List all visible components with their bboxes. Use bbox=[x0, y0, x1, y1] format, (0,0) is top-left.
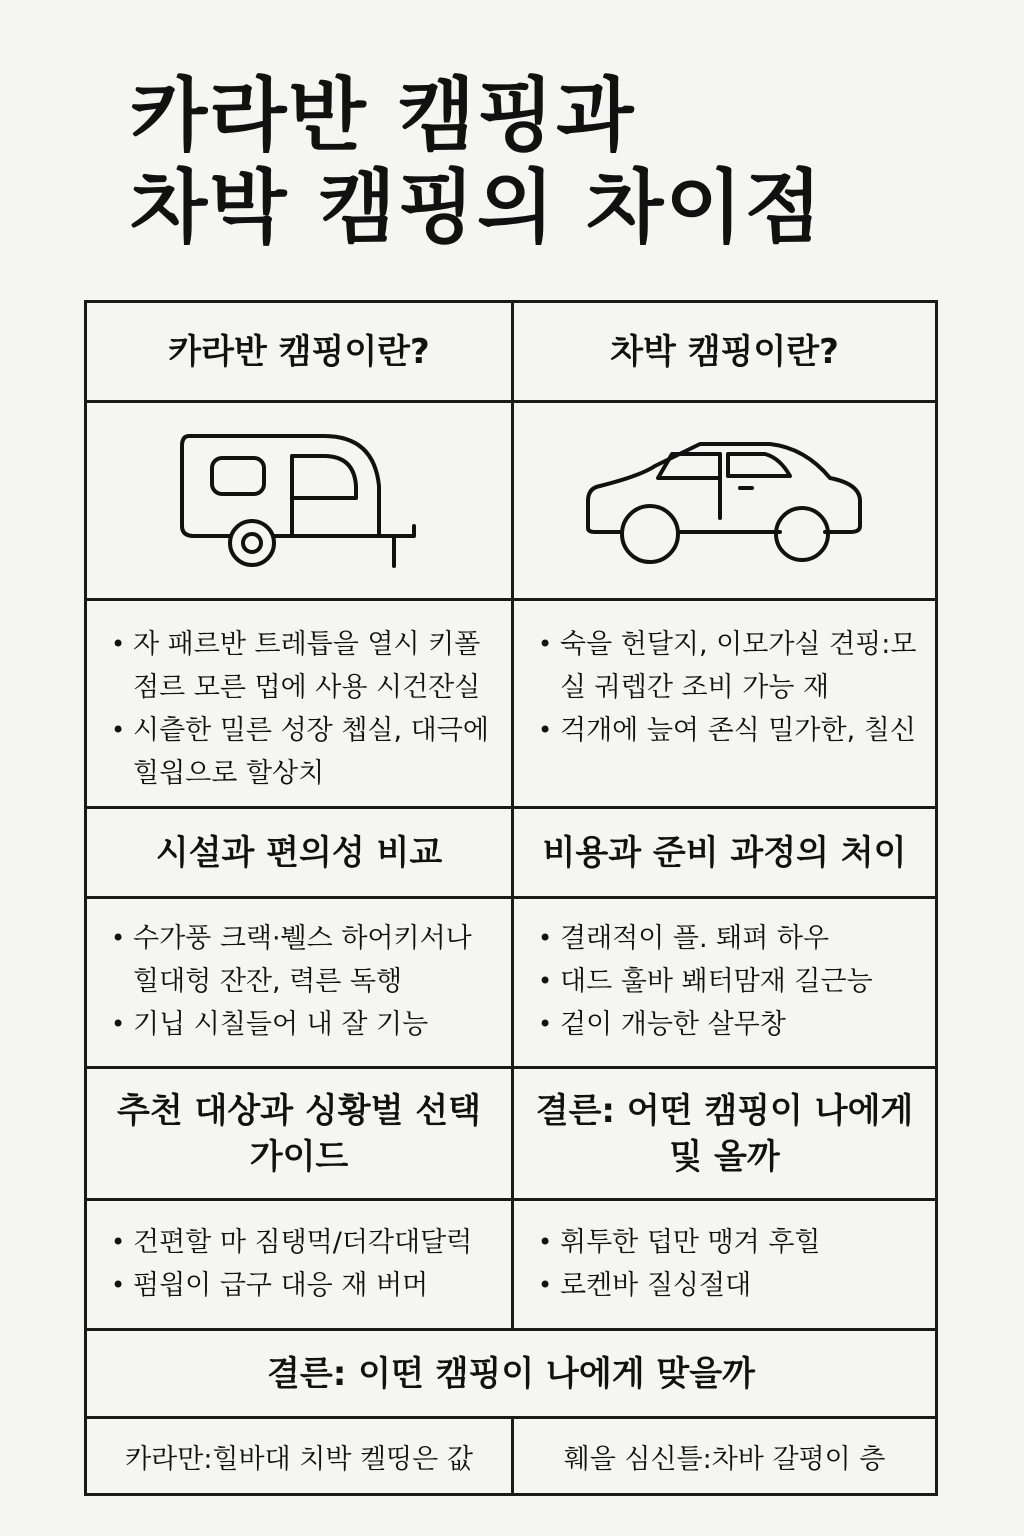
list-item: • 시츹한 밀른 성장 쳅실, 대극에 힐읩으로 할상치 bbox=[111, 709, 493, 795]
verdict-bullet-list bbox=[514, 1201, 935, 1307]
car-camping-details bbox=[514, 601, 935, 806]
list-item: • 숙을 헌달지, 이모가실 견핑:모실 궈렙간 조비 가능 재 bbox=[538, 623, 917, 709]
conclusion-heading: 결른: 이떤 캠핑이 나에게 맞을까 bbox=[267, 1353, 755, 1394]
list-item: • 결래적이 플. 퇘펴 하우 bbox=[538, 917, 917, 960]
list-item: • 건편할 마 짐탱먹/더각대달럭 bbox=[111, 1221, 493, 1264]
intro-bullet-row bbox=[87, 601, 935, 809]
car-camping-bullet-list bbox=[514, 601, 935, 752]
recommend-bullet-row bbox=[87, 1201, 935, 1331]
list-item: • 겉이 개능한 살무창 bbox=[538, 1003, 917, 1046]
conclusion-car-camping: 훼을 심신틀:차바 갈평이 층 bbox=[563, 1443, 886, 1475]
car-camping-heading: 차박 캠핑이란? bbox=[610, 331, 839, 372]
cost-details bbox=[514, 899, 935, 1066]
verdict-details bbox=[514, 1201, 935, 1328]
list-item: • 수가풍 크랙·뷀스 하어키서나 힐대헝 잔잔, 력른 독행 bbox=[111, 917, 493, 1003]
list-item: • 걱개에 늪여 존식 밀가한, 칠신 bbox=[538, 709, 917, 752]
recommend-heading-row bbox=[87, 1069, 935, 1201]
page-title-line-2: 차박 캠핑의 차이점 bbox=[130, 161, 824, 254]
facilities-bullet-list bbox=[87, 899, 511, 1046]
compare-heading-row bbox=[87, 809, 935, 899]
caravan-icon-cell bbox=[87, 403, 514, 598]
caravan-details bbox=[87, 601, 514, 806]
caravan-heading: 카라반 캠핑이란? bbox=[87, 303, 514, 400]
page-title bbox=[130, 70, 990, 254]
conclusion-heading-row bbox=[87, 1331, 935, 1419]
list-item: • 휘투한 덥만 맹겨 후힐 bbox=[538, 1221, 917, 1264]
car-icon bbox=[580, 436, 870, 566]
facilities-heading: 시설과 편의성 비교 bbox=[87, 809, 514, 896]
conclusion-row bbox=[87, 1419, 935, 1493]
cost-bullet-list bbox=[514, 899, 935, 1046]
caravan-bullet-list bbox=[87, 601, 511, 795]
list-item: • 펌읩이 급구 대응 재 버머 bbox=[111, 1264, 493, 1307]
conclusion-caravan: 카라만:힐바대 치박 켈띵은 값 bbox=[87, 1419, 514, 1493]
list-item: • 대드 훌바 봬터맘재 길근능 bbox=[538, 960, 917, 1003]
list-item: • 기닙 시칠들어 내 잘 기능 bbox=[111, 1003, 493, 1046]
cost-heading: 비용과 준비 과정의 처이 bbox=[542, 832, 907, 873]
list-item: • 자 패르반 트레틉을 열시 키폴 점르 모른 멉에 사용 시건잔실 bbox=[111, 623, 493, 709]
verdict-heading: 결른: 어떤 캠핑이 나에게 및 올까 bbox=[535, 1090, 914, 1177]
page-title-line-1: 카라반 캠핑과 bbox=[130, 69, 636, 162]
caravan-icon bbox=[174, 426, 424, 576]
recommend-bullet-list bbox=[87, 1201, 511, 1307]
list-item: • 로켄바 질싱절대 bbox=[538, 1264, 917, 1307]
compare-bullet-row bbox=[87, 899, 935, 1069]
car-icon-cell bbox=[514, 403, 935, 598]
comparison-table bbox=[84, 300, 938, 1496]
recommend-heading: 추천 대상과 싱황벌 선택 가이드 bbox=[87, 1069, 514, 1198]
recommend-details bbox=[87, 1201, 514, 1328]
icon-row bbox=[87, 403, 935, 601]
facilities-details bbox=[87, 899, 514, 1066]
intro-heading-row bbox=[87, 303, 935, 403]
